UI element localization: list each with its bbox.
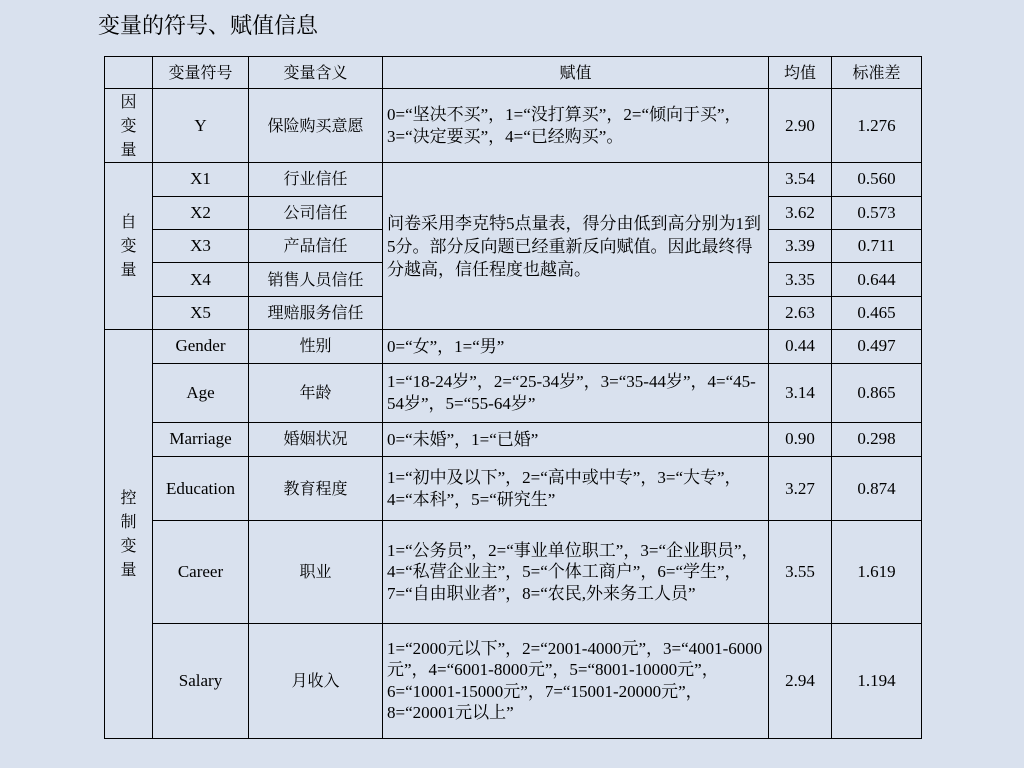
assignment-cell: 0=“未婚”，1=“已婚” (383, 423, 769, 456)
table-row (105, 330, 922, 363)
sd-cell: 0.298 (832, 423, 922, 456)
mean-cell: 3.62 (769, 196, 832, 229)
meaning-cell: 年龄 (249, 363, 383, 423)
variable-table (104, 56, 922, 739)
table-row (105, 363, 922, 423)
meaning-cell: 理赔服务信任 (249, 296, 383, 329)
header-sd: 标准差 (832, 57, 922, 89)
assignment-cell: 1=“初中及以下”，2=“高中或中专”，3=“大专”，4=“本科”，5=“研究生” (383, 456, 769, 521)
header-row (105, 57, 922, 89)
sd-cell: 0.465 (832, 296, 922, 329)
mean-cell: 3.14 (769, 363, 832, 423)
group-independent: 自变量 (105, 163, 153, 330)
assignment-cell: 1=“18-24岁”，2=“25-34岁”，3=“35-44岁”，4=“45-54岁”，5=“55-64岁” (383, 363, 769, 423)
header-assignment: 赋值 (383, 57, 769, 89)
symbol-cell: Education (153, 456, 249, 521)
assignment-cell: 1=“公务员”，2=“事业单位职工”，3=“企业职员”，4=“私营企业主”，5=“个体工商户”，6=“学生”，7=“自由职业者”，8=“农民,外来务工人员” (383, 521, 769, 623)
assignment-cell: 1=“2000元以下”，2=“2001-4000元”，3=“4001-6000元”，4=“6001-8000元”，5=“8001-10000元”，6=“10001-15000元”，7=“15001-20000元”，8=“20001元以上” (383, 623, 769, 738)
sd-cell: 0.497 (832, 330, 922, 363)
table-row (105, 623, 922, 738)
mean-cell: 0.44 (769, 330, 832, 363)
meaning-cell: 产品信任 (249, 230, 383, 263)
header-meaning: 变量含义 (249, 57, 383, 89)
mean-cell: 2.63 (769, 296, 832, 329)
table-row (105, 423, 922, 456)
group-control: 控制变量 (105, 330, 153, 739)
sd-cell: 0.874 (832, 456, 922, 521)
mean-cell: 3.27 (769, 456, 832, 521)
sd-cell: 0.560 (832, 163, 922, 196)
symbol-cell: X2 (153, 196, 249, 229)
sd-cell: 0.711 (832, 230, 922, 263)
mean-cell: 2.90 (769, 89, 832, 163)
sd-cell: 0.865 (832, 363, 922, 423)
sd-cell: 1.194 (832, 623, 922, 738)
mean-cell: 3.35 (769, 263, 832, 296)
page-title: 变量的符号、赋值信息 (98, 14, 319, 39)
sd-cell: 1.619 (832, 521, 922, 623)
meaning-cell: 教育程度 (249, 456, 383, 521)
mean-cell: 0.90 (769, 423, 832, 456)
meaning-cell: 销售人员信任 (249, 263, 383, 296)
symbol-cell: Career (153, 521, 249, 623)
sd-cell: 1.276 (832, 89, 922, 163)
meaning-cell: 婚姻状况 (249, 423, 383, 456)
symbol-cell: X1 (153, 163, 249, 196)
meaning-cell: 职业 (249, 521, 383, 623)
meaning-cell: 公司信任 (249, 196, 383, 229)
symbol-cell: Age (153, 363, 249, 423)
assignment-cell: 0=“女”，1=“男” (383, 330, 769, 363)
header-mean: 均值 (769, 57, 832, 89)
sd-cell: 0.573 (832, 196, 922, 229)
shared-assignment-cell: 问卷采用李克特5点量表，得分由低到高分别为1到5分。部分反向题已经重新反向赋值。因此最终得分越高，信任程度也越高。 (383, 163, 769, 330)
meaning-cell: 月收入 (249, 623, 383, 738)
meaning-cell: 行业信任 (249, 163, 383, 196)
mean-cell: 2.94 (769, 623, 832, 738)
meaning-cell: 性别 (249, 330, 383, 363)
symbol-cell: Marriage (153, 423, 249, 456)
header-blank (105, 57, 153, 89)
assignment-cell: 0=“坚决不买”，1=“没打算买”，2=“倾向于买”，3=“决定要买”，4=“已经购买”。 (383, 89, 769, 163)
symbol-cell: X5 (153, 296, 249, 329)
mean-cell: 3.54 (769, 163, 832, 196)
sd-cell: 0.644 (832, 263, 922, 296)
symbol-cell: X4 (153, 263, 249, 296)
table-row (105, 521, 922, 623)
meaning-cell: 保险购买意愿 (249, 89, 383, 163)
table-row (105, 456, 922, 521)
mean-cell: 3.55 (769, 521, 832, 623)
header-symbol: 变量符号 (153, 57, 249, 89)
symbol-cell: Salary (153, 623, 249, 738)
table-row (105, 163, 922, 196)
table-row (105, 89, 922, 163)
symbol-cell: Y (153, 89, 249, 163)
symbol-cell: Gender (153, 330, 249, 363)
mean-cell: 3.39 (769, 230, 832, 263)
group-dependent: 因变量 (105, 89, 153, 163)
symbol-cell: X3 (153, 230, 249, 263)
